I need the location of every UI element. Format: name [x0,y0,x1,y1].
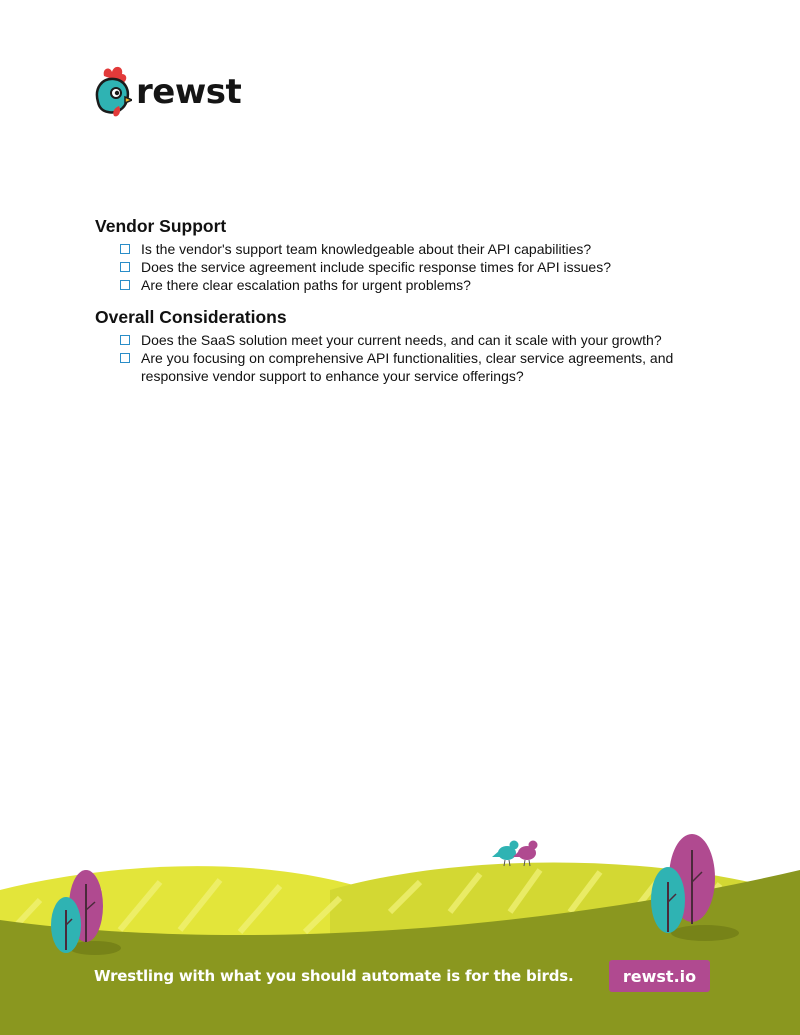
website-link-button[interactable]: rewst.io [609,960,710,992]
checklist-item [95,276,735,294]
checkbox-icon[interactable] [120,244,130,254]
checklist-item [95,240,735,258]
section-vendor-support [95,216,735,294]
checklist-item-text: Are there clear escalation paths for urgent problems? [141,277,471,293]
checklist-item [95,349,735,385]
brand-wordmark: rewst [136,72,242,112]
checkbox-icon[interactable] [120,353,130,363]
checklist-item [95,258,735,276]
checklist-item-text: Does the SaaS solution meet your current needs, and can it scale with your growth? [141,332,662,348]
checklist [95,240,735,294]
checklist-item-text: Does the service agreement include specific response times for API issues? [141,259,612,275]
birds-illustration [492,841,538,867]
rooster-icon [92,64,132,120]
checkbox-icon[interactable] [120,335,130,345]
section-heading: Vendor Support [95,216,227,236]
checklist-item-text: Is the vendor's support team knowledgeable about their API capabilities? [141,241,592,257]
checkbox-icon[interactable] [120,280,130,290]
footer-tagline: Wrestling with what you should automate is for the birds. [94,967,574,985]
section-overall-considerations [95,307,735,385]
checkbox-icon[interactable] [120,262,130,272]
checklist [95,331,735,385]
brand-logo [92,64,241,120]
checklist-item-text: Are you focusing on comprehensive API functionalities, clear service agreements, and responsive vendor support to enhance your service offerings? [141,350,674,384]
checklist-item [95,331,735,349]
section-heading: Overall Considerations [95,307,287,327]
footer-landscape [0,820,800,1035]
